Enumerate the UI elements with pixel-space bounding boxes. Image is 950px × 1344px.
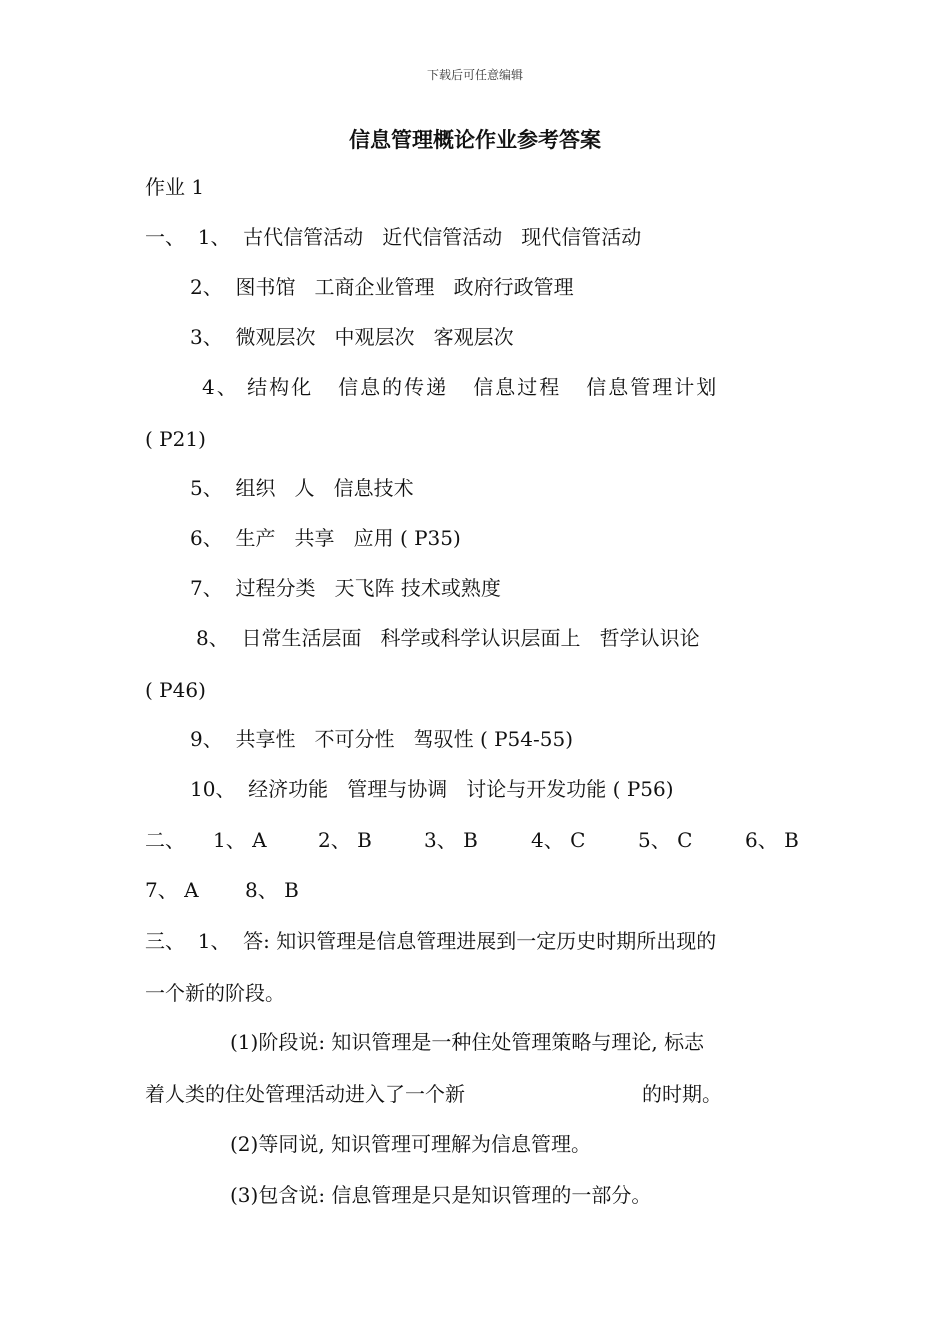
answer-line: 5、 组织 人 信息技术 <box>190 476 414 500</box>
answer-line: 8、 日常生活层面 科学或科学认识层面上 哲学认识论 <box>196 626 700 650</box>
essay-line: (3)包含说: 信息管理是只是知识管理的一部分。 <box>230 1183 652 1207</box>
answer-line: 2、 图书馆 工商企业管理 政府行政管理 <box>190 275 574 299</box>
mc-answer: 6、 B <box>745 828 799 852</box>
essay-line: 的时期。 <box>642 1082 722 1106</box>
mc-answer: 8、 B <box>245 878 299 902</box>
answer-line: ( P46) <box>145 678 206 702</box>
essay-line: (1)阶段说: 知识管理是一种住处管理策略与理论, 标志 <box>230 1030 705 1054</box>
mc-answer: 7、 A <box>145 878 199 902</box>
answer-line: ( P21) <box>145 427 206 451</box>
mc-answer: 3、 B <box>424 828 478 852</box>
answer-line: 10、 经济功能 管理与协调 讨论与开发功能 ( P56) <box>190 777 674 801</box>
section2-label: 二、 <box>145 828 185 852</box>
document-title: 信息管理概论作业参考答案 <box>349 128 601 152</box>
answer-line: 6、 生产 共享 应用 ( P35) <box>190 526 461 550</box>
answer-line: 4、 结构化 信息的传递 信息过程 信息管理计划 <box>202 375 719 399</box>
mc-answer: 1、 A <box>213 828 267 852</box>
essay-line: 三、 1、 答: 知识管理是信息管理进展到一定历史时期所出现的 <box>145 929 717 953</box>
answer-line: 7、 过程分类 天飞阵 技术或熟度 <box>190 576 501 600</box>
mc-answer: 4、 C <box>531 828 586 852</box>
essay-line: (2)等同说, 知识管理可理解为信息管理。 <box>230 1132 592 1156</box>
header-note: 下载后可任意编辑 <box>426 68 523 82</box>
answer-line: 9、 共享性 不可分性 驾驭性 ( P54-55) <box>190 727 574 751</box>
essay-line: 着人类的住处管理活动进入了一个新 <box>145 1082 465 1106</box>
mc-answer: 5、 C <box>638 828 693 852</box>
answer-line: 一、 1、 古代信管活动 近代信管活动 现代信管活动 <box>145 225 642 249</box>
essay-line: 一个新的阶段。 <box>145 981 285 1005</box>
homework-label: 作业 1 <box>145 175 205 199</box>
mc-answer: 2、 B <box>318 828 372 852</box>
answer-line: 3、 微观层次 中观层次 客观层次 <box>190 325 514 349</box>
